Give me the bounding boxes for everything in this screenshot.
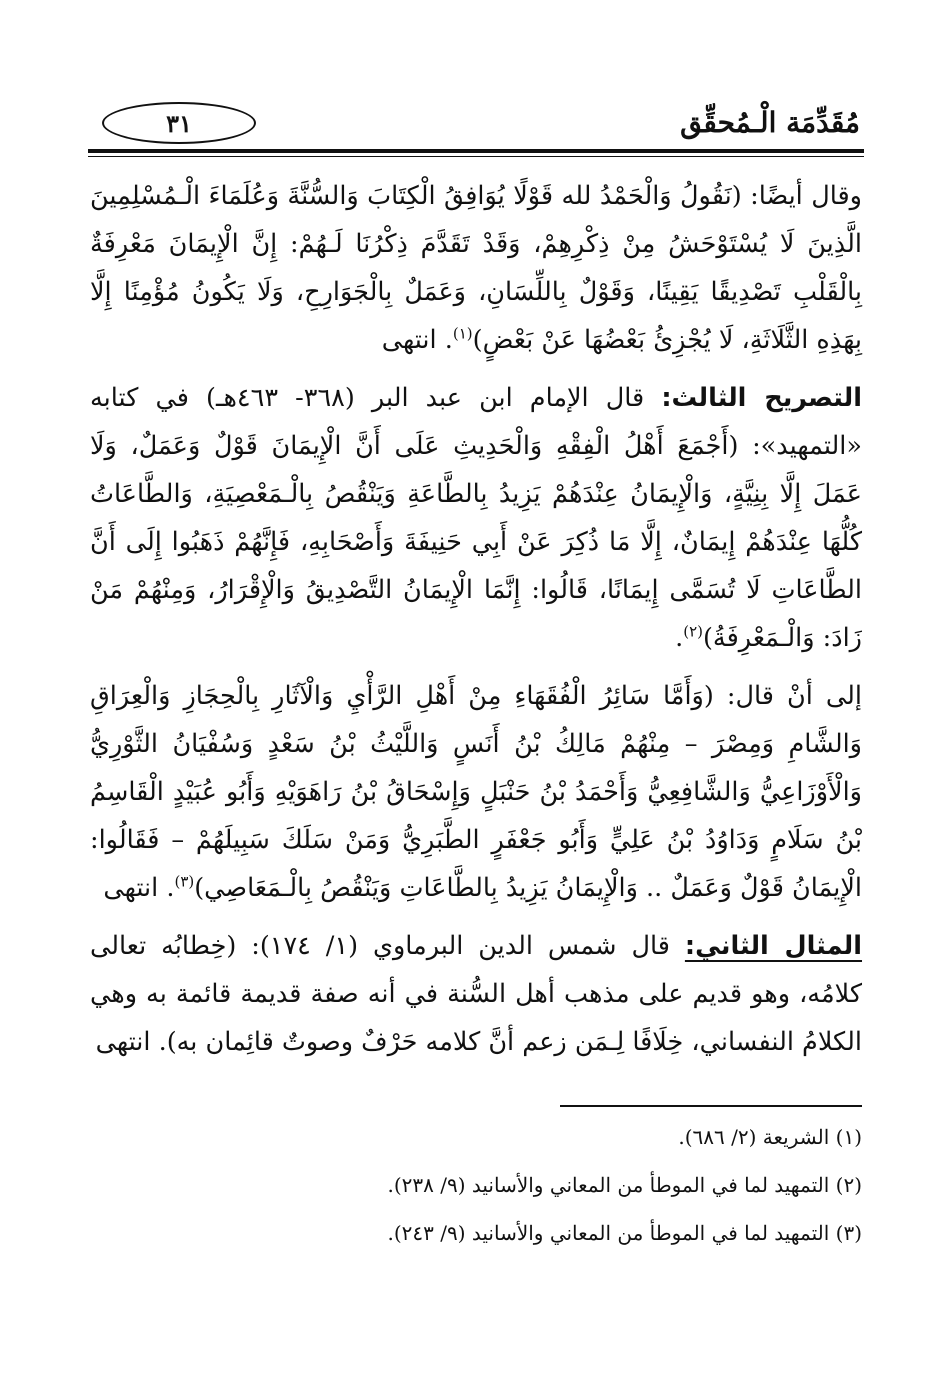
paragraph-4 xyxy=(90,922,862,1066)
footnote-2: (٢) التمهيد لما في الموطأ من المعاني والأسانيد (٩/ ٢٣٨). xyxy=(387,1173,862,1197)
paragraph-4-tail: . انتهى xyxy=(95,1027,167,1057)
paragraph-2-quote: (أَجْمَعَ أَهْلُ الْفِقْهِ وَالْحَدِيثِ عَلَى أَنَّ الْإِيمَانَ قَوْلٌ وَعَمَلٌ، وَلَا عَمَلَ إِلَّا بِنِيَّةٍ، وَالْإِيمَانُ عِنْدَهُمْ يَزِيدُ بِالطَّاعَةِ وَيَنْقُصُ بِالْـمَعْصِيَةِ، وَالطَّاعَاتُ كُلُّهَا عِنْدَهُمْ إِيمَانٌ، إِلَّا مَا ذُكِرَ عَنْ أَبِي حَنِيفَةَ وَأَصْحَابِهِ، فَإِنَّهُمْ ذَهَبُوا إِلَى أَنَّ الطَّاعَاتِ لَا تُسَمَّى إِيمَانًا، قَالُوا: إِنَّمَا الْإِيمَانُ التَّصْدِيقُ وَالْإِقْرَارُ، وَمِنْهُمْ مَنْ زَادَ: وَالْـمَعْرِفَةُ) xyxy=(90,431,862,653)
paragraph-2-lead: قال الإمام ابن عبد البر (٣٦٨- ٤٦٣هـ) في كتابه «التمهيد»: xyxy=(90,383,862,461)
header-rule-thick xyxy=(88,149,864,153)
paragraph-1-tail: . انتهى xyxy=(381,325,453,355)
paragraph-3-quote: (وَأَمَّا سَائِرُ الْفُقَهَاءِ مِنْ أَهْلِ الرَّأْيِ وَالْآثَارِ بِالْحِجَازِ وَالْعِرَاقِ وَالشَّامِ وَمِصْرَ – مِنْهُمْ مَالِكُ بْنُ أَنَسٍ وَاللَّيْثُ بْنُ سَعْدٍ وَسُفْيَانُ الثَّوْرِيُّ وَالْأَوْزَاعِيُّ وَالشَّافِعِيُّ وَأَحْمَدُ بْنُ حَنْبَلٍ وَإِسْحَاقُ بْنُ رَاهَوَيْهِ وَأَبُو عُبَيْدٍ الْقَاسِمُ بْنُ سَلَامٍ وَدَاوُدُ بْنُ عَلِيٍّ وَأَبُو جَعْفَرٍ الطَّبَرِيُّ وَمَنْ سَلَكَ سَبِيلَهُمْ – فَقَالُوا: الْإِيمَانُ قَوْلٌ وَعَمَلٌ .. وَالْإِيمَانُ يَزِيدُ بِالطَّاعَاتِ وَيَنْقُصُ بِالْـمَعَاصِي) xyxy=(90,681,862,903)
running-title: مُقَدِّمَة الْـمُحقِّق xyxy=(680,106,860,139)
page-number-badge xyxy=(102,102,256,144)
paragraph-2-tail: . xyxy=(675,623,684,653)
paragraph-1 xyxy=(90,172,862,364)
footnote-3: (٣) التمهيد لما في الموطأ من المعاني والأسانيد (٩/ ٢٤٣). xyxy=(387,1221,862,1245)
section-heading-third-statement: التصريح الثالث: xyxy=(661,383,862,413)
paragraph-1-quote: (نَقُولُ وَالْحَمْدُ لله قَوْلًا يُوَافِقُ الْكِتَابَ وَالسُّنَّةَ وَعُلَمَاءَ الْـمُسْلِمِينَ الَّذِينَ لَا يُسْتَوْحَشُ مِنْ ذِكْرِهِمْ، وَقَدْ تَقَدَّمَ ذِكْرُنَا لَـهُمْ: إِنَّ الْإِيمَانَ مَعْرِفَةٌ بِالْقَلْبِ تَصْدِيقًا يَقِينًا، وَقَوْلٌ بِاللِّسَانِ، وَعَمَلٌ بِالْجَوَارِحِ، وَلَا يَكُونُ مُؤْمِنًا إِلَّا بِهَذِهِ الثَّلَاثَةِ، لَا يُجْزِئُ بَعْضُهَا عَنْ بَعْضٍ) xyxy=(90,181,862,355)
page-number: ٣١ xyxy=(166,108,192,138)
paragraph-4-quote: (خِطابُه تعالى كلامُه، وهو قديم على مذهب أهل السُّنة في أنه صفة قديمة قائمة به وهي الكلامُ النفساني، خِلَافًا لِـمَن زعم أنَّ كلامه حَرْفٌ وصوتٌ قائِمان به) xyxy=(90,931,862,1057)
footnote-1: (١) الشريعة (٢/ ٦٨٦). xyxy=(678,1125,862,1149)
footnote-ref-3[interactable]: (٣) xyxy=(174,872,195,891)
paragraph-3-lead: إلى أنْ قال: xyxy=(713,681,862,711)
page-header xyxy=(88,98,864,148)
main-text xyxy=(90,172,862,1076)
paragraph-2 xyxy=(90,374,862,662)
footnote-ref-2[interactable]: (٢) xyxy=(683,622,703,641)
footnote-separator xyxy=(560,1105,862,1107)
footnotes xyxy=(90,1124,862,1268)
paragraph-1-lead: وقال أيضًا: xyxy=(741,181,862,211)
footnote-ref-1[interactable]: (١) xyxy=(452,324,473,343)
paragraph-4-lead: قال شمس الدين البرماوي (١/ ١٧٤): xyxy=(236,931,685,961)
header-rule-thin xyxy=(88,156,864,157)
paragraph-3 xyxy=(90,672,862,912)
section-heading-second-example: المثال الثاني: xyxy=(684,931,863,961)
paragraph-3-tail: . انتهى xyxy=(103,873,175,903)
